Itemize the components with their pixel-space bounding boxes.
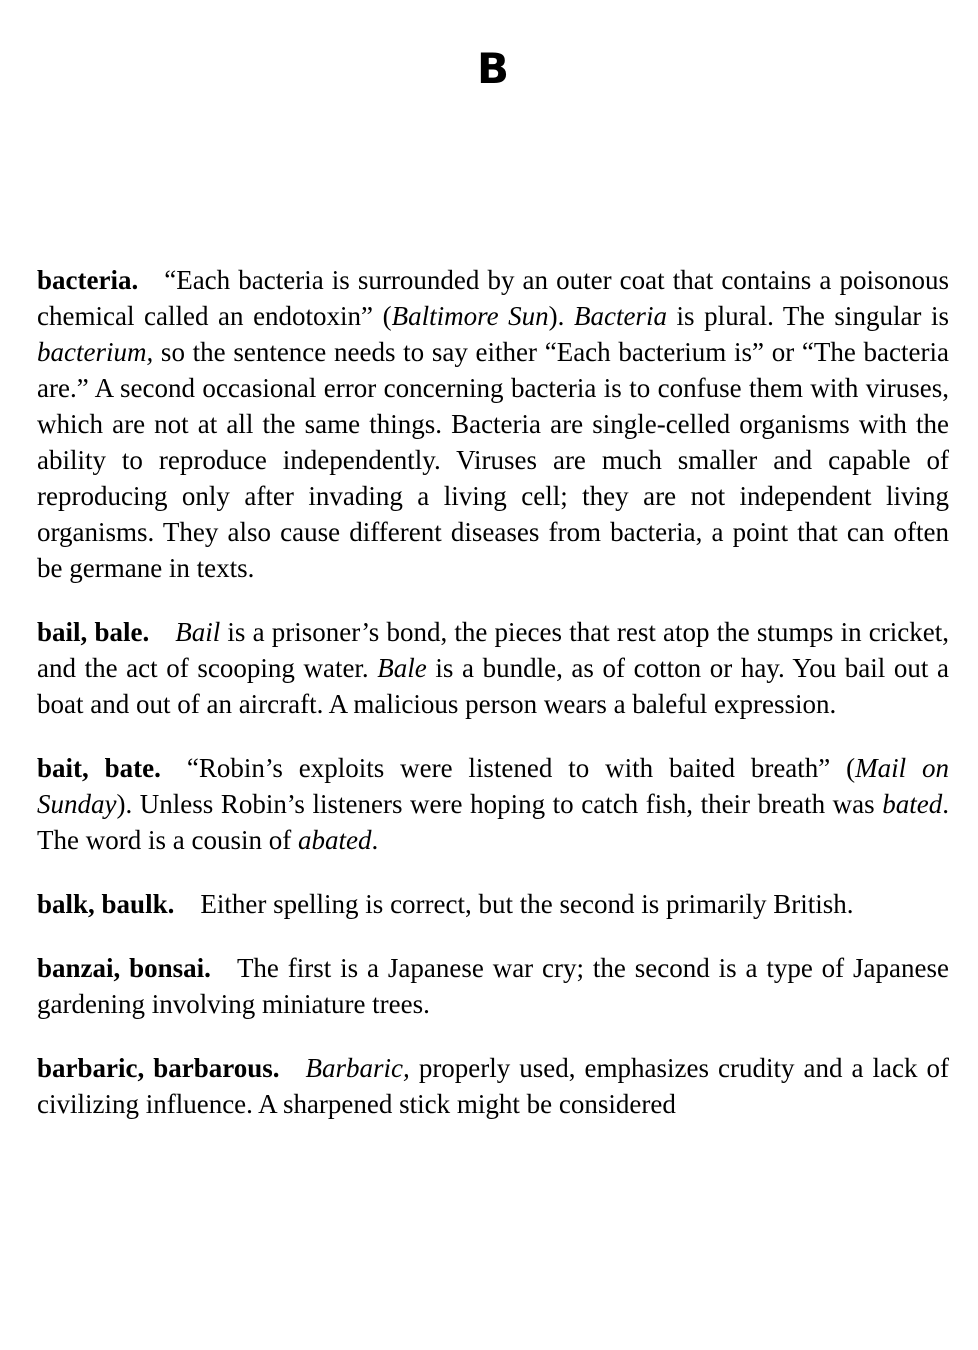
headword-barbaric: barbaric, barbarous. (37, 1053, 280, 1083)
entry-italic: Bacteria (573, 301, 667, 331)
entry-text: is a prisoner’s bond, the pieces that rest atop the stumps in cricket, and the act of scooping water. (37, 617, 949, 683)
headword-bacteria: bacteria. (37, 265, 139, 295)
entry-text: properly used, emphasizes crudity and a lack of civilizing influence. A sharpened stick might be considered (37, 1053, 949, 1119)
headword-banzai: banzai, bonsai. (37, 953, 211, 983)
entry-balk (37, 886, 949, 922)
entry-text: Either spelling is correct, but the second is primarily British. (200, 889, 854, 919)
entry-italic: bacterium, (37, 337, 154, 367)
headword-bait: bait, bate. (37, 753, 161, 783)
entry-text: is plural. The singular is (666, 301, 949, 331)
entry-italic: Mail on Sunday (37, 753, 949, 819)
entries-list (37, 262, 949, 1150)
entry-italic: Bail (175, 617, 221, 647)
entry-italic: Barbaric, (305, 1053, 410, 1083)
entry-bacteria (37, 262, 949, 586)
headword-balk: balk, baulk. (37, 889, 175, 919)
entry-text: so the sentence needs to say either “Each bacterium is” or “The bacteria are.” A second occasional error concerning bacteria is to confuse them with viruses, which are not at all the same things. Bacteria are single-celled organisms with the ability to reproduce independently. Viruses are much smaller and capable of reproducing only after invading a living cell; they are not independent living organisms. They also cause different diseases from bacteria, a point that can often be germane in texts. (37, 337, 949, 583)
entry-bail (37, 614, 949, 722)
entry-text: . The word is a cousin of (37, 789, 949, 855)
entry-banzai (37, 950, 949, 1022)
entry-italic: abated (297, 825, 372, 855)
entry-text: . (371, 825, 379, 855)
entry-bait (37, 750, 949, 858)
entry-text: The first is a Japanese war cry; the second is a type of Japanese gardening involving miniature trees. (37, 953, 949, 1019)
entry-text: “Robin’s exploits were listened to with baited breath” ( (186, 753, 856, 783)
entry-text: ). (548, 301, 574, 331)
document-page (37, 0, 949, 1119)
entry-barbaric (37, 1050, 949, 1122)
entry-italic: Bale (377, 653, 427, 683)
entry-italic: Baltimore Sun (391, 301, 549, 331)
entry-text: “Each bacteria is surrounded by an outer coat that contains a poisonous chemical called an endotoxin” ( (37, 265, 949, 331)
section-letter-heading: B (476, 44, 509, 93)
entry-italic: bated (882, 789, 943, 819)
entry-text: is a bundle, as of cotton or hay. You bail out a boat and out of an aircraft. A malicious person wears a baleful expression. (37, 653, 949, 719)
entry-text: ). Unless Robin’s listeners were hoping to catch fish, their breath was (116, 789, 883, 819)
headword-bail: bail, bale. (37, 617, 150, 647)
